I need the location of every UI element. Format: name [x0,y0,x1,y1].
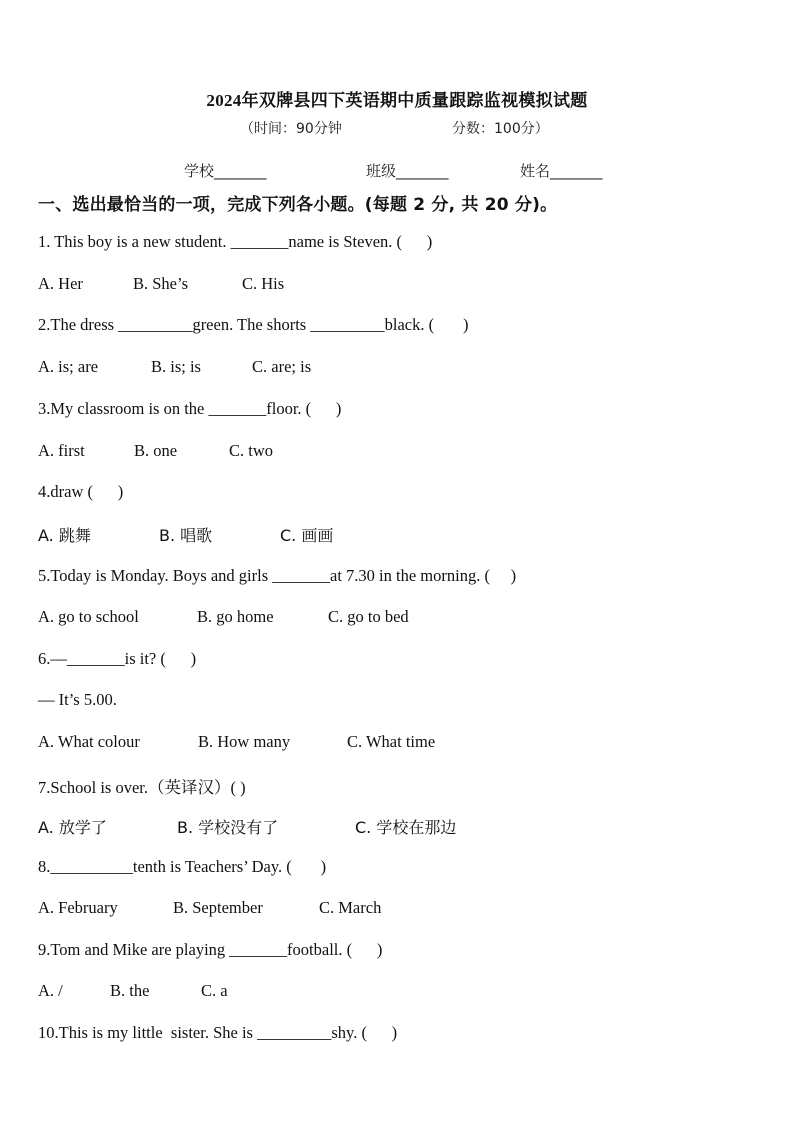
q7-option-b: B. 学校没有了 [177,818,279,837]
q8-option-b: B. September [173,898,263,917]
q7-option-c: C. 学校在那边 [355,818,457,837]
q6-option-a: A. What colour [38,732,140,751]
school-field: 学校_______ [184,162,267,180]
q9-option-b: B. the [110,981,150,1000]
question-6: 6.—_______is it? ( ) [38,649,197,668]
question-5: 5.Today is Monday. Boys and girls _______at 7.30 in the morning. ( ) [38,566,517,585]
q2-option-b: B. is; is [151,357,201,376]
q4-option-c: C. 画画 [280,526,334,545]
q2-option-a: A. is; are [38,357,99,376]
q2-option-c: C. are; is [252,357,312,376]
question-4: 4.draw ( ) [38,482,124,501]
q9-option-a: A. / [38,981,63,1000]
q8-option-a: A. February [38,898,118,917]
class-field: 班级_______ [366,162,449,180]
question-2: 2.The dress _________green. The shorts _________black. ( ) [38,315,469,334]
question-8: 8.__________tenth is Teachers’ Day. ( ) [38,857,327,876]
q3-option-b: B. one [134,441,178,460]
question-9: 9.Tom and Mike are playing _______football. ( ) [38,940,383,959]
q9-option-c: C. a [201,981,228,1000]
q3-option-a: A. first [38,441,85,460]
q6-option-b: B. How many [198,732,291,751]
question-1: 1. This boy is a new student. _______name is Steven. ( ) [38,232,433,251]
q6-option-c: C. What time [347,732,436,751]
section-heading: 一、选出最恰当的一项，完成下列各小题。(每题 2 分, 共 20 分)。 [38,195,558,215]
name-field: 姓名_______ [520,162,603,180]
question-7: 7.School is over.（英译汉）( ) [38,778,246,797]
q5-option-c: C. go to bed [328,607,409,626]
q5-option-b: B. go home [197,607,274,626]
q5-option-a: A. go to school [38,607,139,626]
q4-option-b: B. 唱歌 [159,526,213,545]
exam-title: 2024年双牌县四下英语期中质量跟踪监视模拟试题 [206,91,588,110]
q1-option-c: C. His [242,274,285,293]
question-6-response: — It’s 5.00. [38,690,117,709]
exam-score: 分数：100分） [452,121,549,137]
exam-time: （时间：90分钟 [240,121,342,137]
q7-option-a: A. 放学了 [38,818,107,837]
question-10: 10.This is my little sister. She is _________shy. ( ) [38,1023,398,1042]
q3-option-c: C. two [229,441,274,460]
q1-option-b: B. She’s [133,274,189,293]
q4-option-a: A. 跳舞 [38,526,91,545]
q1-option-a: A. Her [38,274,83,293]
question-3: 3.My classroom is on the _______floor. ( ) [38,399,342,418]
q8-option-c: C. March [319,898,382,917]
